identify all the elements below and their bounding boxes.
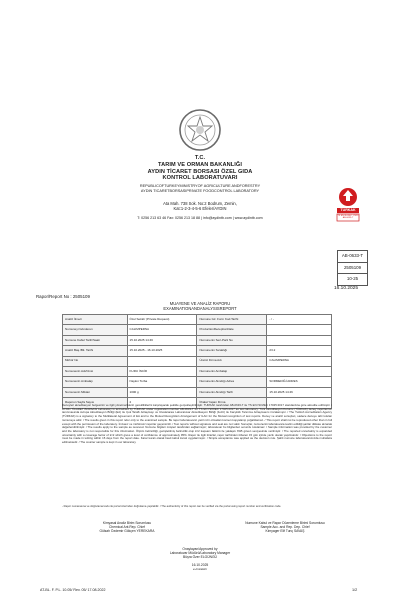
table-cell-value xyxy=(267,325,332,335)
signature-right-title-en: Sample Acc. and Rep. Dep. Chief xyxy=(260,525,310,530)
table-cell-value: KURU İNCİR xyxy=(127,366,197,376)
signature-right xyxy=(235,521,335,534)
table-row xyxy=(63,315,332,325)
signature-left-title: Kimyasal Analiz Birim Sorumlusu xyxy=(102,521,152,525)
table-cell-value: 15.10.2025 - 16.10.2025 xyxy=(127,346,197,356)
e-signature-mark: e-imzalıdır xyxy=(192,566,207,571)
report-code-box xyxy=(337,250,368,286)
table-row xyxy=(63,377,332,387)
footer-page-number: 1/2 xyxy=(352,588,358,592)
signature-left-title-en: Chemical Ant.Rep. Chief xyxy=(109,525,145,530)
approval-date: 16.10.2025 xyxy=(191,562,209,567)
table-cell-value: 15.10.2025 14:46 xyxy=(127,335,197,345)
table-cell-value xyxy=(267,366,332,376)
header-line-ministry: TARIM VE ORMAN BAKANLIĞI xyxy=(157,161,243,168)
turkak-code: AB-0633-T xyxy=(342,217,354,220)
table-row xyxy=(63,366,332,376)
table-cell-label: Mühür No xyxy=(63,356,128,366)
accreditation-disclaimer: Deneyleri akreditasyon belgesinin ve ilgili yönetmeliklerin gerekliliklerini karşılayacak şekilde gerçekleştirilmiştir. TÜRKAK tarafından AB-0633-T ile TS EN ISO/IEC 17025:2017 standardına göre akredite edilmiştir. / AYDIN TİCARET BORSASI Laboratory is accredited by TÜRKAK under registration number AB-0633-T for TS EN ISO/IEC 17025:2017 as test laboratory. Türk Akreditasyon Kurumu (TÜRKAK) deney raporlarının tanınmasında Avrupa Akreditasyon Birliği (EA) ile Çok Taraflı Anlaşmayı ve Uluslararası Laboratuvar Akreditasyon Birliği (ILAC) ile Karşılıklı Tanınma Anlaşmasını imzalamıştır. / The Turkish Accreditation Agency (TÜRKAK) is a signatory to the Multilateral Agreement of EA and to the Mutual Recognition Arrangement of ILAC for the Mutual recognition of test reports. Deney ve analiz sonuçları, sadece deneye tabi tutulan numuneye aittir. / The results given in this report refer only to the examined sample. Bu rapor laboratuvarın yazılı izni olmadan kısmen kopyalanıp çoğaltılamaz. / This report shall not be reproduced other than in full except with the permission of the laboratory. İmzasız ve mühürsüz raporlar geçersizdir. / Test reports without signature and seal are not valid. Sonuçlar, numunenin laboratuvara teslim edildiği şartlar dikkate alınarak değerlendirilmiştir. / The results apply to the sample as received. Numune bilgileri müşteri tarafından sağlanmıştır; laboratuvar bu bilgilerden sorumlu tutulamaz. / Sample information was provided by the customer and the laboratory is not responsible for this information. Ölçüm belirsizliği, genişletilmiş belirsizlik olup k=2 kapsam faktörü ile yaklaşık %95 güven seviyesinde verilmiştir. / The reported uncertainty is expanded uncertainty with a coverage factor of k=2 which gives a level of confidence of approximately 95%. Rapor ile ilgili itirazlar, rapor tarihinden itibaren 15 gün içinde yazılı olarak yapılmalıdır. / Objections to the report must be made in writing within 15 days from the report date. Karar kuralı olarak basit kabul kuralı uygulanmıştır. / Simple acceptance was applied as the decision rule. Şahit numune laboratuvarımızda muhafaza edilmektedir. / The counter sample is kept in our laboratory. xyxy=(62,404,332,445)
turkak-mark: TÜRKAK xyxy=(340,207,356,212)
signature-right-title: Numune Kabul ve Rapor Düzenleme Birimi Sorumlusu xyxy=(245,521,325,525)
table-cell-label: Numune Kabul Tarih/Saati xyxy=(63,335,128,345)
header-title xyxy=(100,155,300,182)
report-date: 16.10.2025 xyxy=(334,286,359,291)
header-address xyxy=(120,201,280,212)
header-line-tc: T.C. xyxy=(194,155,206,161)
table-cell-label: Üretici Firma Adı xyxy=(197,356,267,366)
approver-title: Onaylayan/Approved by xyxy=(182,547,218,551)
table-row xyxy=(63,335,332,345)
signature-left xyxy=(86,521,168,534)
table-cell-value xyxy=(267,335,332,345)
table-row xyxy=(63,325,332,335)
table-cell-value xyxy=(127,356,197,366)
table-cell-value: 23.2 xyxy=(267,346,332,356)
header-english xyxy=(80,184,320,194)
ministry-logo xyxy=(178,108,222,152)
table-row xyxy=(63,346,332,356)
table-cell-value: Özel Sektör (Private Request) xyxy=(127,315,197,325)
table-cell-value: CALIMPERNA xyxy=(127,325,197,335)
table-row xyxy=(63,356,332,366)
table-cell-label: Numunenin Miktarı xyxy=(63,387,128,397)
header-line-laboratory: KONTROL LABORATUVARI xyxy=(162,175,238,182)
header-contact: T: 0256 213 63 46 Fax: 0256 213 18 88 | info@aydintb.com | www.aydintb.com xyxy=(137,216,263,220)
report-code: AB-0633-T xyxy=(338,251,367,263)
signature-right-name: Kimyager Elif Tunç SAVAŞ xyxy=(265,529,305,534)
address-line2: Kat:1-2-3-4-5-6 Efeler/AYDIN xyxy=(173,206,227,212)
footer-form-code: AT-BL. F. P.L. 10.05/ Rev. 05/ 17.08.2022 xyxy=(40,588,106,592)
table-cell-label: Raporun Sayfa Sayısı xyxy=(63,398,128,408)
table-cell-label: Numune Gir. Form Kod.Tarihi xyxy=(197,315,267,325)
table-cell-value: SORMEDİĞİ ADRES xyxy=(267,377,332,387)
table-cell-value: 15.10.2025 14:46 xyxy=(267,387,332,397)
table-cell-value: - / - xyxy=(267,315,332,325)
signature-left-name: Gülsah Özdemir Gökçen YEREKARA xyxy=(99,529,155,534)
table-cell-label: Analiz İlmeci xyxy=(63,315,128,325)
table-cell-label: İthalat Yapan Firma xyxy=(197,398,267,408)
table-cell-label: Numunenin Ambalajı xyxy=(63,377,128,387)
report-title-en: EXAMINATIONANDANALYSISREPORT xyxy=(163,306,237,311)
report-title xyxy=(100,301,300,311)
approver-role: Laboratuvar Müdürü/Laboratory Manager xyxy=(169,551,231,556)
report-box-period: 10-25 xyxy=(346,276,359,281)
address-line1: Ata Mah. 738 Sok. No:2 Bodrum, Zemin, xyxy=(163,201,237,206)
signature-approver xyxy=(150,547,250,571)
table-cell-label: Numunenin Ambalajı xyxy=(197,366,267,376)
report-number: Rapor/Report No : 2505109 xyxy=(36,294,90,299)
report-title-tr: MUAYENE VE ANALİZ RAPORU xyxy=(169,301,231,306)
table-cell-label: Numunenin Alındığı Adres xyxy=(197,377,267,387)
verification-footnote: - Rapor numarasına ve doğrulama kodu ile portal üzerinden doğrulama yapılabilir. / The authenticity of this report can be verified via the portal using report number and verification code. xyxy=(62,505,282,508)
table-cell-value: 2 xyxy=(127,398,197,408)
table-cell-label: Analiz Baş./Bit. Tarihi xyxy=(63,346,128,356)
table-cell-label: Numunenin Sıcaklığı xyxy=(197,346,267,356)
header-line-exchange: AYDIN TİCARET BORSASI ÖZEL GIDA xyxy=(147,168,253,175)
turkak-accreditation-logo xyxy=(334,186,362,222)
table-cell-label: Numunenin Alındığı Tarih xyxy=(197,387,267,397)
turkak-standard: TS EN ISO/IEC 17025 xyxy=(337,214,359,217)
table-cell-value: CALIMPERNA xyxy=(267,356,332,366)
approver-name: Büşra Özer ELGÜNGÜ xyxy=(183,555,217,560)
report-box-number: 2505109 xyxy=(338,263,367,275)
table-cell-label: Numuneyi Gönderen xyxy=(63,325,128,335)
table-cell-label: Numunenin Seri-Parti No xyxy=(197,335,267,345)
table-cell-label: Numunenin Adı/Cinsi xyxy=(63,366,128,376)
table-cell-value: 1000 g xyxy=(127,387,197,397)
table-cell-value: Naylon Torba xyxy=(127,377,197,387)
table-row xyxy=(63,387,332,397)
sample-info-table xyxy=(62,314,332,409)
header-en-line2: AYDIN TICARETBORSASIPRIVATE FOODCONTROL LABORATORY xyxy=(140,188,260,193)
table-cell-label: ProductionReceptionDate xyxy=(197,325,267,335)
header-en-line1: REPUBLICOFTURKEYMINISTRYOF AGRICULTURE ANDFORESTRY xyxy=(139,184,261,188)
